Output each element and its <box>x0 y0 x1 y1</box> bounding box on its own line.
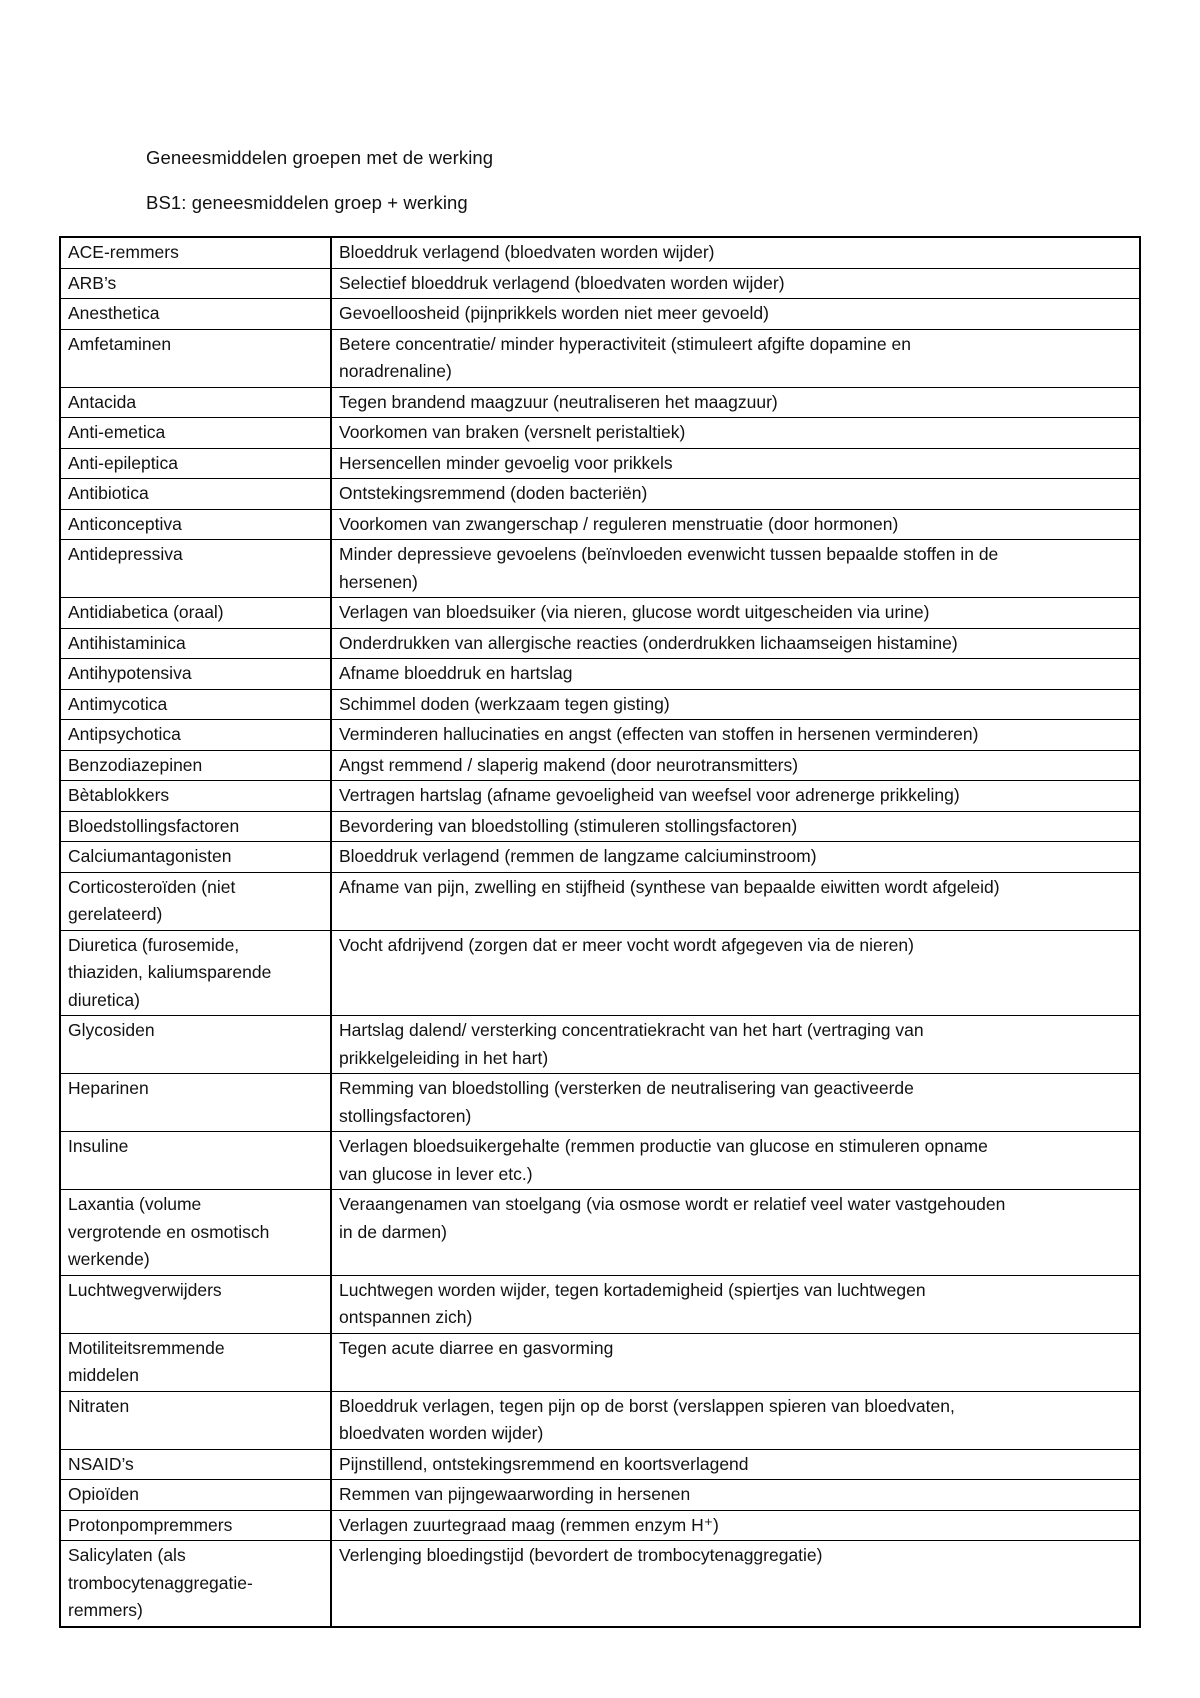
drug-action-cell: Betere concentratie/ minder hyperactiviteit (stimuleert afgifte dopamine en noradrenaline) <box>331 329 1140 387</box>
table-row <box>60 1541 1140 1627</box>
drug-group-cell: Luchtwegverwijders <box>60 1275 331 1333</box>
document-subtitle: BS1: geneesmiddelen groep + werking <box>146 192 468 213</box>
drug-group-cell: Antacida <box>60 387 331 418</box>
table-row <box>60 1510 1140 1541</box>
drug-action-cell: Pijnstillend, ontstekingsremmend en koortsverlagend <box>331 1449 1140 1480</box>
drug-action-cell: Bevordering van bloedstolling (stimuleren stollingsfactoren) <box>331 811 1140 842</box>
table-row <box>60 448 1140 479</box>
drug-group-cell: Laxantia (volume vergrotende en osmotisch werkende) <box>60 1190 331 1276</box>
drug-action-cell: Verminderen hallucinaties en angst (effecten van stoffen in hersenen verminderen) <box>331 720 1140 751</box>
drug-group-cell: Antidiabetica (oraal) <box>60 598 331 629</box>
table-row <box>60 930 1140 1016</box>
drug-action-cell: Selectief bloeddruk verlagend (bloedvaten worden wijder) <box>331 268 1140 299</box>
drug-group-cell: NSAID’s <box>60 1449 331 1480</box>
table-row <box>60 1391 1140 1449</box>
drug-action-cell: Bloeddruk verlagend (remmen de langzame calciuminstroom) <box>331 842 1140 873</box>
drug-group-cell: Antipsychotica <box>60 720 331 751</box>
drug-group-cell: Glycosiden <box>60 1016 331 1074</box>
table-row <box>60 540 1140 598</box>
drug-group-cell: Antibiotica <box>60 479 331 510</box>
drug-group-cell: Opioïden <box>60 1480 331 1511</box>
table-row <box>60 1190 1140 1276</box>
drug-action-cell: Voorkomen van braken (versnelt peristaltiek) <box>331 418 1140 449</box>
table-row <box>60 750 1140 781</box>
table-row <box>60 1449 1140 1480</box>
drug-group-cell: Antimycotica <box>60 689 331 720</box>
drug-action-cell: Hersencellen minder gevoelig voor prikkels <box>331 448 1140 479</box>
table-row <box>60 1275 1140 1333</box>
table-row <box>60 628 1140 659</box>
drug-action-cell: Afname bloeddruk en hartslag <box>331 659 1140 690</box>
drug-group-cell: Benzodiazepinen <box>60 750 331 781</box>
drug-group-cell: Corticosteroïden (niet gerelateerd) <box>60 872 331 930</box>
drug-action-cell: Gevoelloosheid (pijnprikkels worden niet meer gevoeld) <box>331 299 1140 330</box>
table-row <box>60 1333 1140 1391</box>
drug-action-cell: Hartslag dalend/ versterking concentratiekracht van het hart (vertraging van prikkelgeleiding in het hart) <box>331 1016 1140 1074</box>
table-row <box>60 509 1140 540</box>
drug-action-cell: Verlagen van bloedsuiker (via nieren, glucose wordt uitgescheiden via urine) <box>331 598 1140 629</box>
table-row <box>60 418 1140 449</box>
drug-action-cell: Luchtwegen worden wijder, tegen kortademigheid (spiertjes van luchtwegen ontspannen zich) <box>331 1275 1140 1333</box>
drug-group-cell: Protonpompremmers <box>60 1510 331 1541</box>
drug-action-cell: Vertragen hartslag (afname gevoeligheid van weefsel voor adrenerge prikkeling) <box>331 781 1140 812</box>
drug-action-cell: Bloeddruk verlagen, tegen pijn op de borst (verslappen spieren van bloedvaten, bloedvaten worden wijder) <box>331 1391 1140 1449</box>
table-row <box>60 299 1140 330</box>
drug-action-cell: Remmen van pijngewaarwording in hersenen <box>331 1480 1140 1511</box>
table-row <box>60 811 1140 842</box>
table-row <box>60 268 1140 299</box>
drug-group-cell: Salicylaten (als trombocytenaggregatie- remmers) <box>60 1541 331 1627</box>
drug-action-cell: Angst remmend / slaperig makend (door neurotransmitters) <box>331 750 1140 781</box>
table-row <box>60 387 1140 418</box>
document-title: Geneesmiddelen groepen met de werking <box>146 147 494 168</box>
drug-group-cell: Nitraten <box>60 1391 331 1449</box>
drug-action-cell: Verlenging bloedingstijd (bevordert de trombocytenaggregatie) <box>331 1541 1140 1627</box>
drug-group-cell: Bloedstollingsfactoren <box>60 811 331 842</box>
table-row <box>60 1074 1140 1132</box>
table-row <box>60 659 1140 690</box>
drug-group-cell: Diuretica (furosemide, thiaziden, kaliumsparende diuretica) <box>60 930 331 1016</box>
drug-group-cell: Calciumantagonisten <box>60 842 331 873</box>
drug-group-cell: Motiliteitsremmende middelen <box>60 1333 331 1391</box>
table-row <box>60 1480 1140 1511</box>
drug-group-cell: Amfetaminen <box>60 329 331 387</box>
table-row <box>60 598 1140 629</box>
table-row <box>60 872 1140 930</box>
drug-group-cell: Antihistaminica <box>60 628 331 659</box>
drug-action-cell: Bloeddruk verlagend (bloedvaten worden wijder) <box>331 237 1140 268</box>
table-row <box>60 329 1140 387</box>
drug-group-cell: Heparinen <box>60 1074 331 1132</box>
drug-group-cell: Anti-epileptica <box>60 448 331 479</box>
drug-groups-table <box>59 236 1141 1628</box>
drug-action-cell: Schimmel doden (werkzaam tegen gisting) <box>331 689 1140 720</box>
drug-group-cell: Anti-emetica <box>60 418 331 449</box>
drug-action-cell: Veraangenamen van stoelgang (via osmose wordt er relatief veel water vastgehouden in de darmen) <box>331 1190 1140 1276</box>
table-row <box>60 781 1140 812</box>
drug-action-cell: Voorkomen van zwangerschap / reguleren menstruatie (door hormonen) <box>331 509 1140 540</box>
drug-action-cell: Minder depressieve gevoelens (beïnvloeden evenwicht tussen bepaalde stoffen in de hersenen) <box>331 540 1140 598</box>
drug-groups-table-body <box>60 237 1140 1627</box>
drug-group-cell: Antidepressiva <box>60 540 331 598</box>
table-row <box>60 842 1140 873</box>
table-row <box>60 1132 1140 1190</box>
drug-group-cell: Anticonceptiva <box>60 509 331 540</box>
table-row <box>60 237 1140 268</box>
table-row <box>60 1016 1140 1074</box>
drug-group-cell: ARB’s <box>60 268 331 299</box>
drug-group-cell: Insuline <box>60 1132 331 1190</box>
drug-group-cell: ACE-remmers <box>60 237 331 268</box>
drug-action-cell: Ontstekingsremmend (doden bacteriën) <box>331 479 1140 510</box>
drug-group-cell: Bètablokkers <box>60 781 331 812</box>
drug-action-cell: Verlagen bloedsuikergehalte (remmen productie van glucose en stimuleren opname van glucose in lever etc.) <box>331 1132 1140 1190</box>
drug-action-cell: Vocht afdrijvend (zorgen dat er meer vocht wordt afgegeven via de nieren) <box>331 930 1140 1016</box>
drug-action-cell: Onderdrukken van allergische reacties (onderdrukken lichaamseigen histamine) <box>331 628 1140 659</box>
table-row <box>60 720 1140 751</box>
drug-group-cell: Anesthetica <box>60 299 331 330</box>
drug-action-cell: Remming van bloedstolling (versterken de neutralisering van geactiveerde stollingsfactoren) <box>331 1074 1140 1132</box>
drug-action-cell: Afname van pijn, zwelling en stijfheid (synthese van bepaalde eiwitten wordt afgeleid) <box>331 872 1140 930</box>
drug-action-cell: Verlagen zuurtegraad maag (remmen enzym H⁺) <box>331 1510 1140 1541</box>
drug-group-cell: Antihypotensiva <box>60 659 331 690</box>
table-row <box>60 479 1140 510</box>
table-row <box>60 689 1140 720</box>
drug-action-cell: Tegen brandend maagzuur (neutraliseren het maagzuur) <box>331 387 1140 418</box>
drug-action-cell: Tegen acute diarree en gasvorming <box>331 1333 1140 1391</box>
